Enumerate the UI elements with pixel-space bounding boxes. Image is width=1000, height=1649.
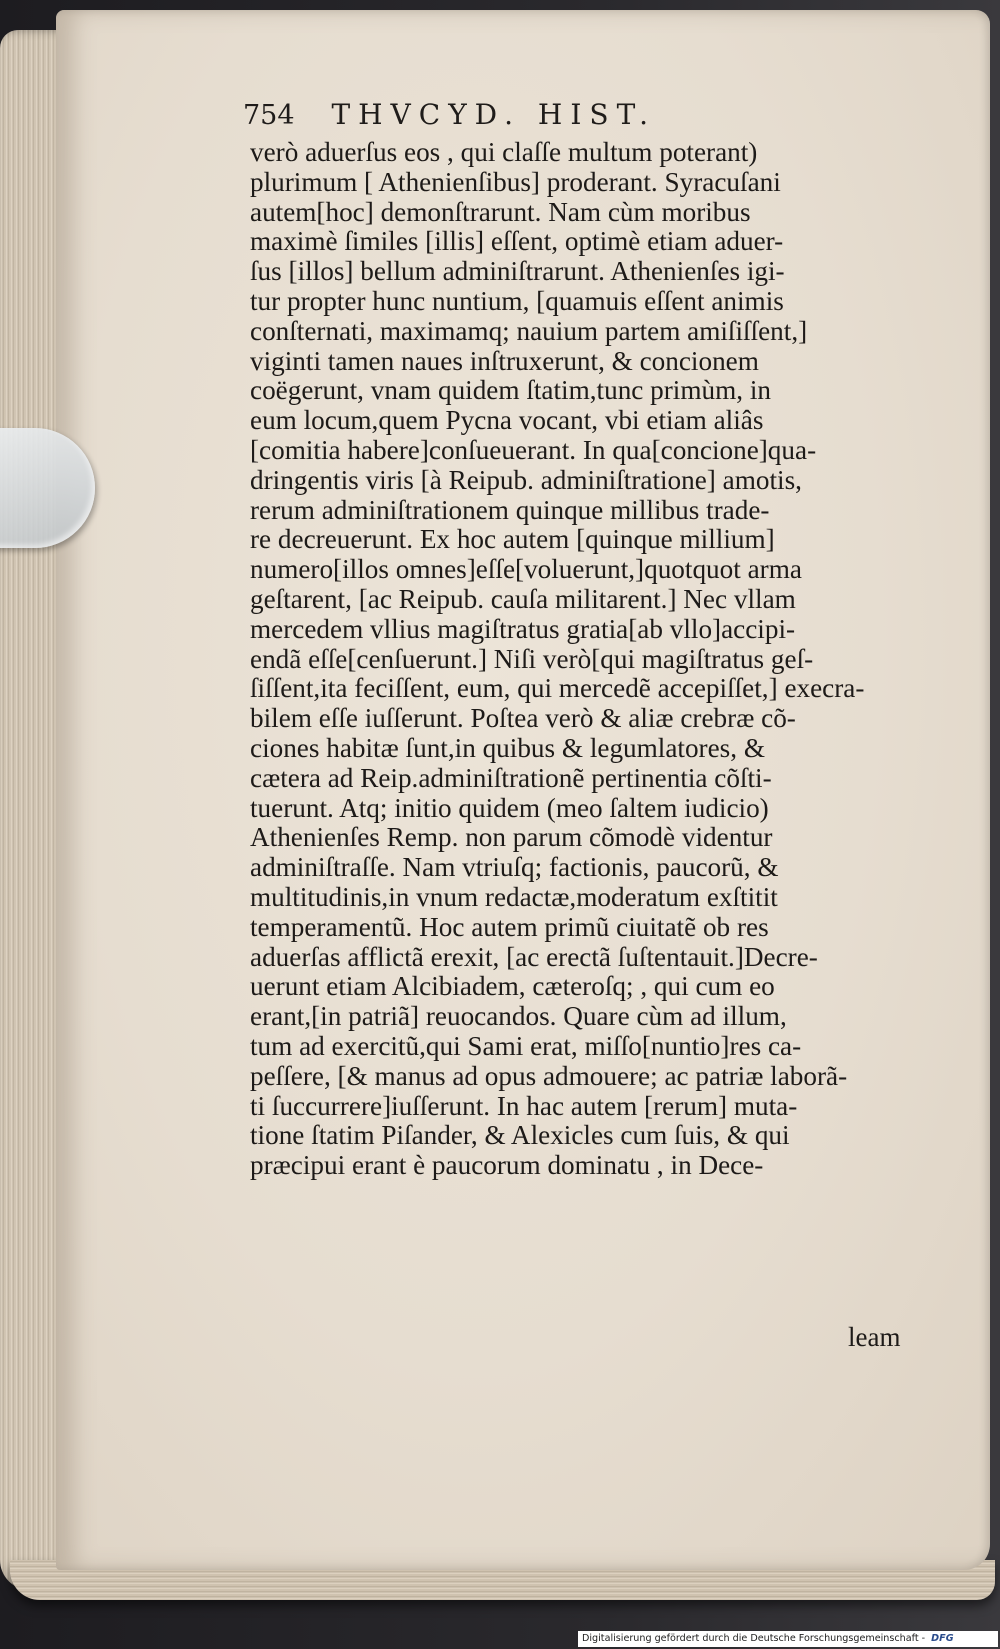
text-line: tur propter hunc nuntium, [quamuis eſſent animis <box>250 285 784 316</box>
digitization-footer <box>578 1631 998 1647</box>
text-line: verò aduerſus eos , qui claſſe multum poterant) <box>250 137 758 167</box>
page-number: 754 <box>243 100 295 131</box>
text-line: coëgerunt, vnam quidem ſtatim,tunc primùm, in <box>250 375 771 406</box>
text-line: plurimum [ Athenienſibus] proderant. Syracuſani <box>250 166 781 197</box>
text-line: endã eſſe[cenſuerunt.] Niſi verò[qui magiſtratus geſ- <box>250 643 814 674</box>
text-line: multitudinis,in vnum redactæ,moderatum exſtitit <box>250 881 778 912</box>
text-line: ſus [illos] bellum adminiſtrarunt. Athenienſes igi- <box>250 256 785 287</box>
running-head-title: THVCYD. HIST. <box>331 98 657 131</box>
text-line: uerunt etiam Alcibiadem, cæteroſq; , qui cum eo <box>250 971 775 1002</box>
body-text <box>250 138 940 1181</box>
text-line: cætera ad Reip.adminiſtrationẽ pertinentia cõſti- <box>250 762 772 793</box>
text-line: Athenienſes Remp. non parum cõmodè videntur <box>250 822 773 853</box>
text-line: temperamentũ. Hoc autem primũ ciuitatẽ ob res <box>250 911 769 942</box>
text-line: viginti tamen naues inſtruxerunt, & concionem <box>250 345 759 376</box>
text-line: dringentis viris [à Reipub. adminiſtratione] amotis, <box>250 464 802 495</box>
running-header <box>243 98 803 138</box>
text-line: [comitia habere]conſueuerant. In qua[concione]qua- <box>250 434 817 465</box>
text-line: numero[illos omnes]eſſe[voluerunt,]quotquot arma <box>250 554 802 585</box>
text-line: rerum adminiſtrationem quinque millibus trade- <box>250 494 770 525</box>
text-line: mercedem vllius magiſtratus gratia[ab vllo]accipi- <box>250 613 796 644</box>
text-line: tum ad exercitũ,qui Sami erat, miſſo[nuntio]res ca- <box>250 1030 802 1061</box>
text-line: geſtarent, [ac Reipub. cauſa militarent.] Nec vllam <box>250 583 796 614</box>
catchword: leam <box>848 1322 901 1352</box>
text-line: autem[hoc] demonſtrarunt. Nam cùm moribus <box>250 196 751 227</box>
text-line: re decreuerunt. Ex hoc autem [quinque millium] <box>250 524 775 555</box>
text-line: aduerſas afflictã erexit, [ac erectã ſuſtentauit.]Decre- <box>250 941 818 972</box>
text-line: maximè ſimiles [illis] eſſent, optimè etiam aduer- <box>250 226 784 257</box>
text-line: tione ſtatim Piſander, & Alexicles cum ſuis, & qui <box>250 1120 790 1151</box>
text-line: adminiſtraſſe. Nam vtriuſq; factionis, paucorũ, & <box>250 852 779 883</box>
text-line: ciones habitæ ſunt,in quibus & legumlatores, & <box>250 732 765 763</box>
text-line: præcipui erant è paucorum dominatu , in Dece- <box>250 1150 764 1181</box>
text-line: tuerunt. Atq; initio quidem (meo ſaltem iudicio) <box>250 792 769 823</box>
text-line: bilem eſſe iuſſerunt. Poſtea verò & aliæ crebræ cõ- <box>250 703 796 734</box>
text-line: eum locum,quem Pycna vocant, vbi etiam aliâs <box>250 405 764 436</box>
dfg-logo: DFG <box>931 1631 953 1647</box>
text-line: peſſere, [& manus ad opus admouere; ac patriæ laborã- <box>250 1060 848 1091</box>
text-line: conſternati, maximamq; nauium partem amiſiſſent,] <box>250 315 808 346</box>
footer-credit-text: Digitalisierung gefördert durch die Deutsche Forschungsgemeinschaft - <box>582 1633 926 1644</box>
text-line: ti ſuccurrere]iuſſerunt. In hac autem [rerum] muta- <box>250 1090 798 1121</box>
text-line: erant,[in patriã] reuocandos. Quare cùm ad illum, <box>250 1001 787 1032</box>
text-line: ſiſſent,ita feciſſent, eum, qui mercedẽ accepiſſet,] execra- <box>250 673 865 704</box>
